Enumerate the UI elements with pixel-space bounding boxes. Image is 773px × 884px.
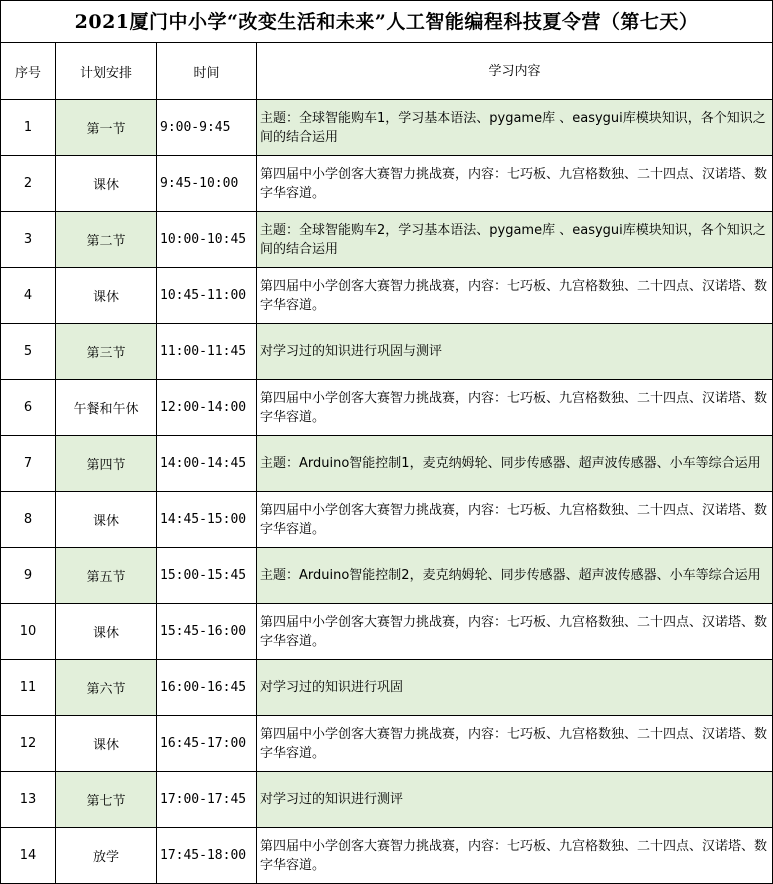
row-number: 11 [1, 660, 56, 716]
row-time: 14:00-14:45 [157, 436, 257, 492]
row-content: 主题：Arduino智能控制2，麦克纳姆轮、同步传感器、超声波传感器、小车等综合运用 [257, 548, 773, 604]
row-number: 14 [1, 828, 56, 884]
row-content: 对学习过的知识进行测评 [257, 772, 773, 828]
row-time: 17:45-18:00 [157, 828, 257, 884]
row-content: 主题：全球智能购车1，学习基本语法、pygame库 、easygui库模块知识，各个知识之间的结合运用 [257, 100, 773, 156]
row-plan: 第三节 [56, 324, 157, 380]
header-content: 学习内容 [257, 43, 773, 100]
table-row [1, 436, 773, 492]
row-plan: 课休 [56, 156, 157, 212]
page-title: 2021厦门中小学“改变生活和未来”人工智能编程科技夏令营（第七天） [0, 0, 773, 42]
table-row [1, 380, 773, 436]
row-number: 3 [1, 212, 56, 268]
row-content: 第四届中小学创客大赛智力挑战赛，内容：七巧板、九宫格数独、二十四点、汉诺塔、数字华容道。 [257, 268, 773, 324]
row-plan: 课休 [56, 492, 157, 548]
row-time: 9:00-9:45 [157, 100, 257, 156]
row-time: 9:45-10:00 [157, 156, 257, 212]
row-number: 13 [1, 772, 56, 828]
header-time: 时间 [157, 43, 257, 100]
row-number: 2 [1, 156, 56, 212]
row-time: 10:45-11:00 [157, 268, 257, 324]
table-row [1, 828, 773, 884]
row-number: 12 [1, 716, 56, 772]
row-number: 7 [1, 436, 56, 492]
row-plan: 第七节 [56, 772, 157, 828]
table-row [1, 604, 773, 660]
row-content: 对学习过的知识进行巩固 [257, 660, 773, 716]
row-content: 第四届中小学创客大赛智力挑战赛，内容：七巧板、九宫格数独、二十四点、汉诺塔、数字华容道。 [257, 716, 773, 772]
table-row [1, 100, 773, 156]
row-time: 10:00-10:45 [157, 212, 257, 268]
row-plan: 课休 [56, 268, 157, 324]
row-number: 8 [1, 492, 56, 548]
table-row [1, 492, 773, 548]
header-plan: 计划安排 [56, 43, 157, 100]
row-time: 16:00-16:45 [157, 660, 257, 716]
row-time: 17:00-17:45 [157, 772, 257, 828]
row-content: 主题：Arduino智能控制1，麦克纳姆轮、同步传感器、超声波传感器、小车等综合运用 [257, 436, 773, 492]
header-row [1, 43, 773, 100]
row-content: 主题：全球智能购车2，学习基本语法、pygame库 、easygui库模块知识，各个知识之间的结合运用 [257, 212, 773, 268]
row-time: 16:45-17:00 [157, 716, 257, 772]
header-no: 序号 [1, 43, 56, 100]
row-plan: 放学 [56, 828, 157, 884]
schedule-table [0, 42, 773, 884]
row-number: 10 [1, 604, 56, 660]
table-row [1, 716, 773, 772]
table-row [1, 212, 773, 268]
table-row [1, 324, 773, 380]
row-content: 第四届中小学创客大赛智力挑战赛，内容：七巧板、九宫格数独、二十四点、汉诺塔、数字华容道。 [257, 828, 773, 884]
row-plan: 第一节 [56, 100, 157, 156]
row-content: 第四届中小学创客大赛智力挑战赛，内容：七巧板、九宫格数独、二十四点、汉诺塔、数字华容道。 [257, 492, 773, 548]
table-row [1, 660, 773, 716]
row-plan: 第五节 [56, 548, 157, 604]
row-content: 第四届中小学创客大赛智力挑战赛，内容：七巧板、九宫格数独、二十四点、汉诺塔、数字华容道。 [257, 156, 773, 212]
table-row [1, 268, 773, 324]
row-time: 12:00-14:00 [157, 380, 257, 436]
row-plan: 第六节 [56, 660, 157, 716]
row-time: 15:00-15:45 [157, 548, 257, 604]
row-plan: 课休 [56, 716, 157, 772]
row-plan: 课休 [56, 604, 157, 660]
row-time: 14:45-15:00 [157, 492, 257, 548]
row-plan: 第二节 [56, 212, 157, 268]
row-content: 第四届中小学创客大赛智力挑战赛，内容：七巧板、九宫格数独、二十四点、汉诺塔、数字华容道。 [257, 604, 773, 660]
row-plan: 第四节 [56, 436, 157, 492]
row-time: 15:45-16:00 [157, 604, 257, 660]
row-number: 1 [1, 100, 56, 156]
table-row [1, 772, 773, 828]
row-number: 5 [1, 324, 56, 380]
row-number: 9 [1, 548, 56, 604]
row-plan: 午餐和午休 [56, 380, 157, 436]
table-row [1, 156, 773, 212]
row-time: 11:00-11:45 [157, 324, 257, 380]
row-content: 对学习过的知识进行巩固与测评 [257, 324, 773, 380]
row-number: 6 [1, 380, 56, 436]
row-number: 4 [1, 268, 56, 324]
table-row [1, 548, 773, 604]
row-content: 第四届中小学创客大赛智力挑战赛，内容：七巧板、九宫格数独、二十四点、汉诺塔、数字华容道。 [257, 380, 773, 436]
